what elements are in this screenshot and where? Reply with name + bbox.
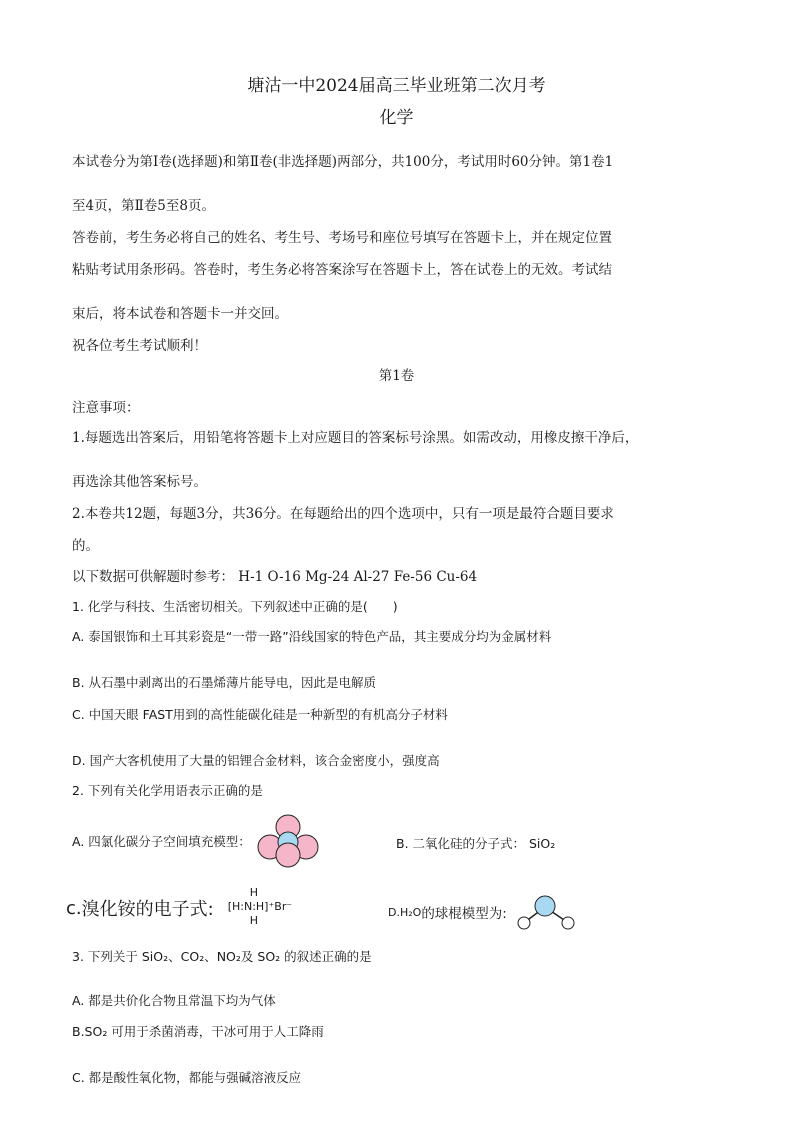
q1-option-c: C. 中国天眼 FAST用到的高性能碳化硅是一种新型的有机高分子材料 [72,707,448,722]
intro-line-3: 答卷前，考生务必将自己的姓名、考生号、考场号和座位号填写在答题卡上，并在规定位置 [72,230,612,246]
intro-line-4: 粘贴考试用条形码。答卷时，考生务必将答案涂写在答题卡上，答在试卷上的无效。考试结 [72,262,612,278]
intro-line-1: 本试卷分为第Ⅰ卷(选择题)和第Ⅱ卷(非选择题)两部分，共100分，考试用时60分钟。第1卷1 [72,154,614,170]
intro-line-2: 至4页，第Ⅱ卷5至8页。 [72,198,215,214]
q3-stem: 3. 下列关于 SiO₂、CO₂、NO₂及 SO₂ 的叙述正确的是 [72,949,372,964]
reference-masses: 以下数据可供解题时参考： H-1 O-16 Mg-24 Al-27 Fe-56 Cu-64 [72,569,478,585]
section-title: 第1卷 [378,368,415,384]
subject-title: 化学 [379,108,414,128]
ammonium-bromide-electron-formula [228,888,300,928]
exam-title: 塘沽一中2024届高三毕业班第二次月考 [247,76,546,96]
notice-heading: 注意事项： [72,400,140,416]
formula-h-bottom: H [249,914,258,927]
ccl4-space-filling-model-icon [255,814,321,868]
notice-2-line-b: 的。 [72,538,99,554]
notice-2-line-a: 2.本卷共12题，每题3分，共36分。在每题给出的四个选项中，只有一项是最符合题目要求 [72,506,614,522]
q1-option-d: D. 国产大客机使用了大量的铝锂合金材料，该合金密度小，强度高 [72,753,440,768]
q2-option-d [388,892,579,932]
q2-option-c-prefix: c. [66,897,82,919]
formula-h-top: H [249,886,258,899]
q2-option-d-label: 的球棍模型为: [421,906,507,922]
intro-line-6: 祝各位考生考试顺利！ [72,338,207,354]
q2-option-a-label: A. 四氯化碳分子空间填充模型： [72,834,251,849]
notice-1-line-b: 再选涂其他答案标号。 [72,474,207,490]
q3-option-a: A. 都是共价化合物且常温下均为气体 [72,993,276,1008]
notice-1-line-a: 1.每题选出答案后，用铅笔将答题卡上对应题目的答案标号涂黑。如需改动，用橡皮擦干净后， [72,430,639,446]
formula-main: [H:N:H]⁺Br⁻ [227,900,293,913]
q1-option-b: B. 从石墨中剥离出的石墨烯薄片能导电，因此是电解质 [72,675,377,690]
intro-line-5: 束后，将本试卷和答题卡一并交回。 [72,306,288,322]
q2-option-d-formula: H₂O [399,905,422,919]
water-ball-and-stick-model-icon [515,892,579,932]
q2-option-b: B. 二氧化硅的分子式： SiO₂ [396,836,556,851]
q3-option-b: B.SO₂ 可用于杀菌消毒，干冰可用于人工降雨 [72,1024,324,1039]
q2-option-d-prefix: D. [388,905,400,919]
q2-option-c-label: 溴化铵的电子式: [81,899,214,920]
q2-stem: 2. 下列有关化学用语表示正确的是 [72,783,263,798]
q1-option-a: A. 泰国银饰和土耳其彩瓷是“一带一路”沿线国家的特色产品，其主要成分均为金属材料 [72,629,552,644]
q1-stem: 1. 化学与科技、生活密切相关。下列叙述中正确的是( ) [72,599,398,614]
q3-option-c: C. 都是酸性氧化物，都能与强碱溶液反应 [72,1070,302,1085]
q2-option-a [72,814,321,868]
q2-option-c [66,888,300,928]
